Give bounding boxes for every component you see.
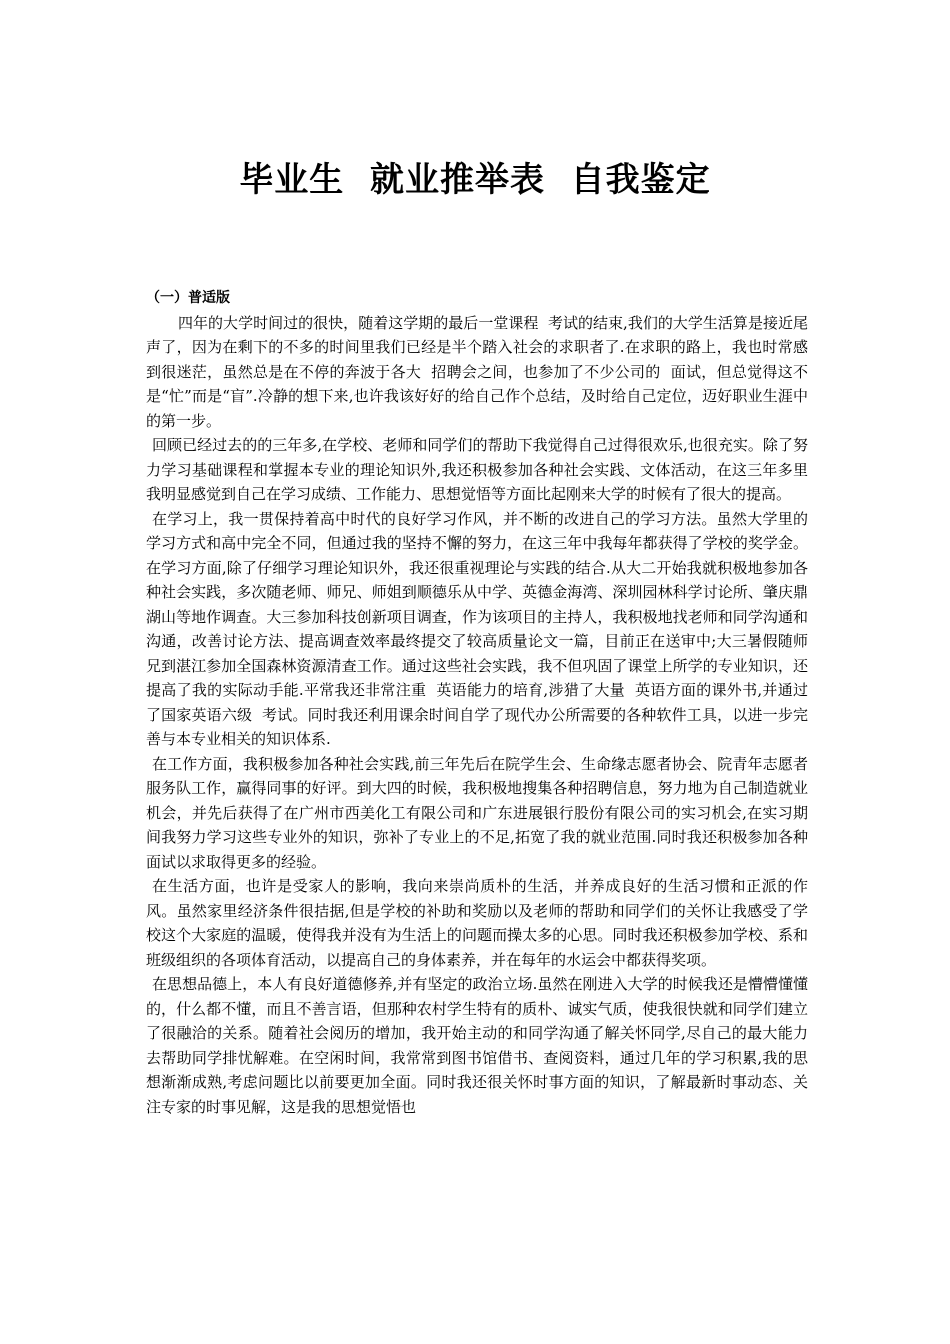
section-heading: （一）普适版 — [146, 290, 230, 306]
paragraph-work: 在工作方面，我积极参加各种社会实践,前三年先后在院学生会、生命缘志愿者协会、院青年志愿者服务队工作，赢得同事的好评。到大四的时候，我积极地搜集各种招聘信息，努力地为自己制造就业机会，并先后获得了在广州市西美化工有限公司和广东进展银行股份有限公司的实习机会,在实习期间我努力学习这些专业外的知识，弥补了专业上的不足,拓宽了我的就业范围.同时我还积极参加各种 面试以求取得更多的经验。 — [146, 754, 818, 871]
page-title: 毕业生 就业推举表 自我鉴定 — [239, 160, 711, 200]
document-body — [146, 286, 818, 1119]
paragraph-study: 在学习上，我一贯保持着高中时代的良好学习作风，并不断的改进自己的学习方法。虽然大学里的学习方式和高中完全不同，但通过我的坚持不懈的努力，在这三年中我每年都获得了学校的奖学金。在学习方面,除了仔细学习理论知识外，我还很重视理论与实践的结合.从大二开始我就积极地参加各种社会实践，多次随老师、师兄、师姐到顺德乐从中学、英德金海湾、深圳园林科学讨论所、肇庆鼎湖山等地作调查。大三参加科技创新项目调查，作为该项目的主持人，我积极地找老师和同学沟通和沟通，改善讨论方法、提高调查效率最终提交了较高质量论文一篇，目前正在送审中;大三暑假随师兄到湛江参加全国森林资源清查工作。通过这些社会实践，我不但巩固了课堂上所学的专业知识，还提高了我的实际动手能.平常我还非常注重 英语能力的培育,涉猎了大量 英语方面的课外书,并通过了国家英语六级 考试。同时我还利用课余时间自学了现代办公所需要的各种软件工具，以进一步完善与本专业相关的知识体系. — [146, 509, 808, 748]
paragraph-morality: 在思想品德上，本人有良好道德修养,并有坚定的政治立场.虽然在刚进入大学的时候我还是懵懵懂懂的，什么都不懂，而且不善言语，但那种农村学生特有的质朴、诚实气质，使我很快就和同学们建立了很融洽的关系。随着社会阅历的增加，我开始主动的和同学沟通了解关怀同学,尽自己的最大能力去帮助同学排忧解难。在空闲时间，我常常到图书馆借书、查阅资料，通过几年的学习积累,我的思想渐渐成熟,考虑问题比以前要更加全面。同时我还很关怀时事方面的知识，了解最新时事动态、关注专家的时事见解，这是我的思想觉悟也 — [146, 975, 808, 1116]
paragraph-review: 回顾已经过去的的三年多,在学校、老师和同学们的帮助下我觉得自己过得很欢乐,也很充实。除了努力学习基础课程和掌握本专业的理论知识外,我还积极参加各种社会实践、文体活动，在这三年多里我明显感觉到自己在学习成绩、工作能力、思想觉悟等方面比起刚来大学的时候有了很大的提高。 — [146, 436, 808, 503]
paragraph-intro: 四年的大学时间过的很快，随着这学期的最后一堂课程 考试的结束,我们的大学生活算是接近尾声了，因为在剩下的不多的时间里我们已经是半个踏入社会的求职者了.在求职的路上，我也时常感到很迷茫，虽然总是在不停的奔波于各大 招聘会之间，也参加了不少公司的 面试，但总觉得这不是“忙”而是“盲”.冷静的想下来,也许我该好好的给自己作个总结，及时给自己定位，迈好职业生涯中的第一步。 — [146, 313, 808, 430]
paragraph-life: 在生活方面，也许是受家人的影响，我向来崇尚质朴的生活，并养成良好的生活习惯和正派的作风。虽然家里经济条件很拮据,但是学校的补助和奖励以及老师的帮助和同学们的关怀让我感受了学校这个大家庭的温暖，使得我并没有为生活上的问题而操太多的心思。同时我还积极参加学校、系和班级组织的各项体育活动，以提高自己的身体素养，并在每年的水运会中都获得奖项。 — [146, 877, 808, 969]
